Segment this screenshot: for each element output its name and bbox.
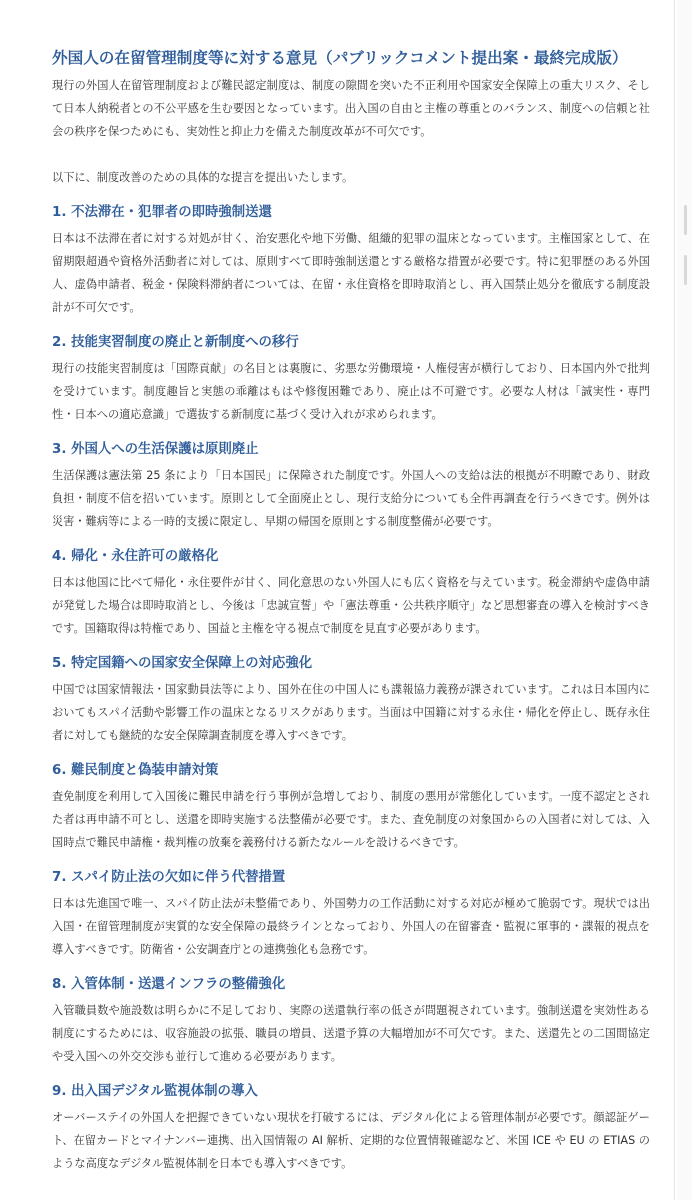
scrollbar-track[interactable]	[677, 0, 692, 1200]
section-2	[52, 333, 650, 426]
section-9	[52, 1082, 650, 1175]
section-heading: 2. 技能実習制度の廃止と新制度への移行	[52, 335, 299, 350]
section-heading: 1. 不法滞在・犯罪者の即時強制送還	[52, 205, 272, 220]
section-body: 日本は不法滞在者に対する対処が甘く、治安悪化や地下労働、組織的犯罪の温床となっています。主権国家として、在留期限超過や資格外活動者に対しては、原則すべて即時強制送還とする厳格な措置が必要です。特に犯罪歴のある外国人、虚偽申請者、税金・保険料滞納者については、在留・永住資格を即時取消とし、再入国禁止処分を徹底する制度設計が不可欠です。	[52, 232, 650, 314]
section-1	[52, 203, 650, 319]
section-heading: 7. スパイ防止法の欠如に伴う代替措置	[52, 870, 286, 885]
section-8	[52, 975, 650, 1068]
section-5	[52, 654, 650, 747]
document-title: 外国人の在留管理制度等に対する意見（パブリックコメント提出案・最終完成版）	[52, 49, 628, 67]
section-heading: 4. 帰化・永住許可の厳格化	[52, 549, 219, 564]
intro-paragraph: 現行の外国人在留管理制度および難民認定制度は、制度の隙間を突いた不正利用や国家安全保障上の重大リスク、そして日本人納税者との不公平感を生む要因となっています。出入国の自由と主権の尊重とのバランス、制度への信頼と社会の秩序を保つためにも、実効性と抑止力を備えた制度改革が不可欠です。	[52, 79, 650, 138]
document-content	[52, 47, 650, 1175]
section-body: 現行の技能実習制度は「国際貢献」の名目とは裏腹に、劣悪な労働環境・人権侵害が横行しており、日本国内外で批判を受けています。制度趣旨と実態の乖離はもはや修復困難であり、廃止は不可避です。必要な人材は「誠実性・専門性・日本への適応意識」で選抜する新制度に基づく受け入れが求められます。	[52, 362, 650, 421]
section-heading: 8. 入管体制・送還インフラの整備強化	[52, 977, 286, 992]
section-body: オーバーステイの外国人を把握できていない現状を打破するには、デジタル化による管理体制が必要です。顔認証ゲート、在留カードとマイナンバー連携、出入国情報の AI 解析、定期的な位置情報確認など、米国 ICE や EU の ETIAS のような高度なデジタル監視体制を日本でも導入すべきです。	[52, 1111, 650, 1170]
section-heading: 5. 特定国籍への国家安全保障上の対応強化	[52, 656, 313, 671]
section-7	[52, 868, 650, 961]
section-body: 日本は先進国で唯一、スパイ防止法が未整備であり、外国勢力の工作活動に対する対応が極めて脆弱です。現状では出入国・在留管理制度が実質的な安全保障の最終ラインとなっており、外国人の在留審査・監視に軍事的・諜報的視点を導入すべきです。防衛省・公安調査庁との連携強化も急務です。	[52, 897, 650, 956]
section-body: 査免制度を利用して入国後に難民申請を行う事例が急増しており、制度の悪用が常態化しています。一度不認定とされた者は再申請不可とし、送還を即時実施する法整備が必要です。また、査免制度の対象国からの入国者に対しては、入国時点で難民申請権・裁判権の放棄を義務付ける新たなルールを設けるべきです。	[52, 790, 650, 849]
section-body: 中国では国家情報法・国家動員法等により、国外在住の中国人にも諜報協力義務が課されています。これは日本国内においてもスパイ活動や影響工作の温床となるリスクがあります。当面は中国籍に対する永住・帰化を停止し、既存永住者に対しても継続的な安全保障調査制度を導入すべきです。	[52, 683, 650, 742]
scrollbar-marker[interactable]	[684, 255, 687, 285]
section-3	[52, 440, 650, 533]
section-heading: 6. 難民制度と偽装申請対策	[52, 763, 219, 778]
section-6	[52, 761, 650, 854]
section-heading: 3. 外国人への生活保護は原則廃止	[52, 442, 259, 457]
section-4	[52, 547, 650, 640]
page-edge-divider	[674, 0, 675, 1200]
section-body: 生活保護は憲法第 25 条により「日本国民」に保障された制度です。外国人への支給は法的根拠が不明瞭であり、財政負担・制度不信を招いています。原則として全面廃止とし、現行支給分についても全件再調査を行うべきです。例外は災害・難病等による一時的支援に限定し、早期の帰国を原則とする制度整備が必要です。	[52, 469, 650, 528]
scrollbar-marker[interactable]	[684, 205, 687, 235]
section-body: 日本は他国に比べて帰化・永住要件が甘く、同化意思のない外国人にも広く資格を与えています。税金滞納や虚偽申請が発覚した場合は即時取消とし、今後は「忠誠宣誓」や「憲法尊重・公共秩序順守」など思想審査の導入を検討すべきです。国籍取得は特権であり、国益と主権を守る視点で制度を見直す必要があります。	[52, 576, 650, 635]
section-heading: 9. 出入国デジタル監視体制の導入	[52, 1084, 258, 1099]
lead-paragraph: 以下に、制度改善のための具体的な提言を提出いたします。	[52, 171, 354, 184]
section-body: 入管職員数や施設数は明らかに不足しており、実際の送還執行率の低さが問題視されています。強制送還を実効性ある制度にするためには、収容施設の拡張、職員の増員、送還予算の大幅増加が不可欠です。また、送還先との二国間協定や受入国への外交交渉も並行して進める必要があります。	[52, 1004, 650, 1063]
